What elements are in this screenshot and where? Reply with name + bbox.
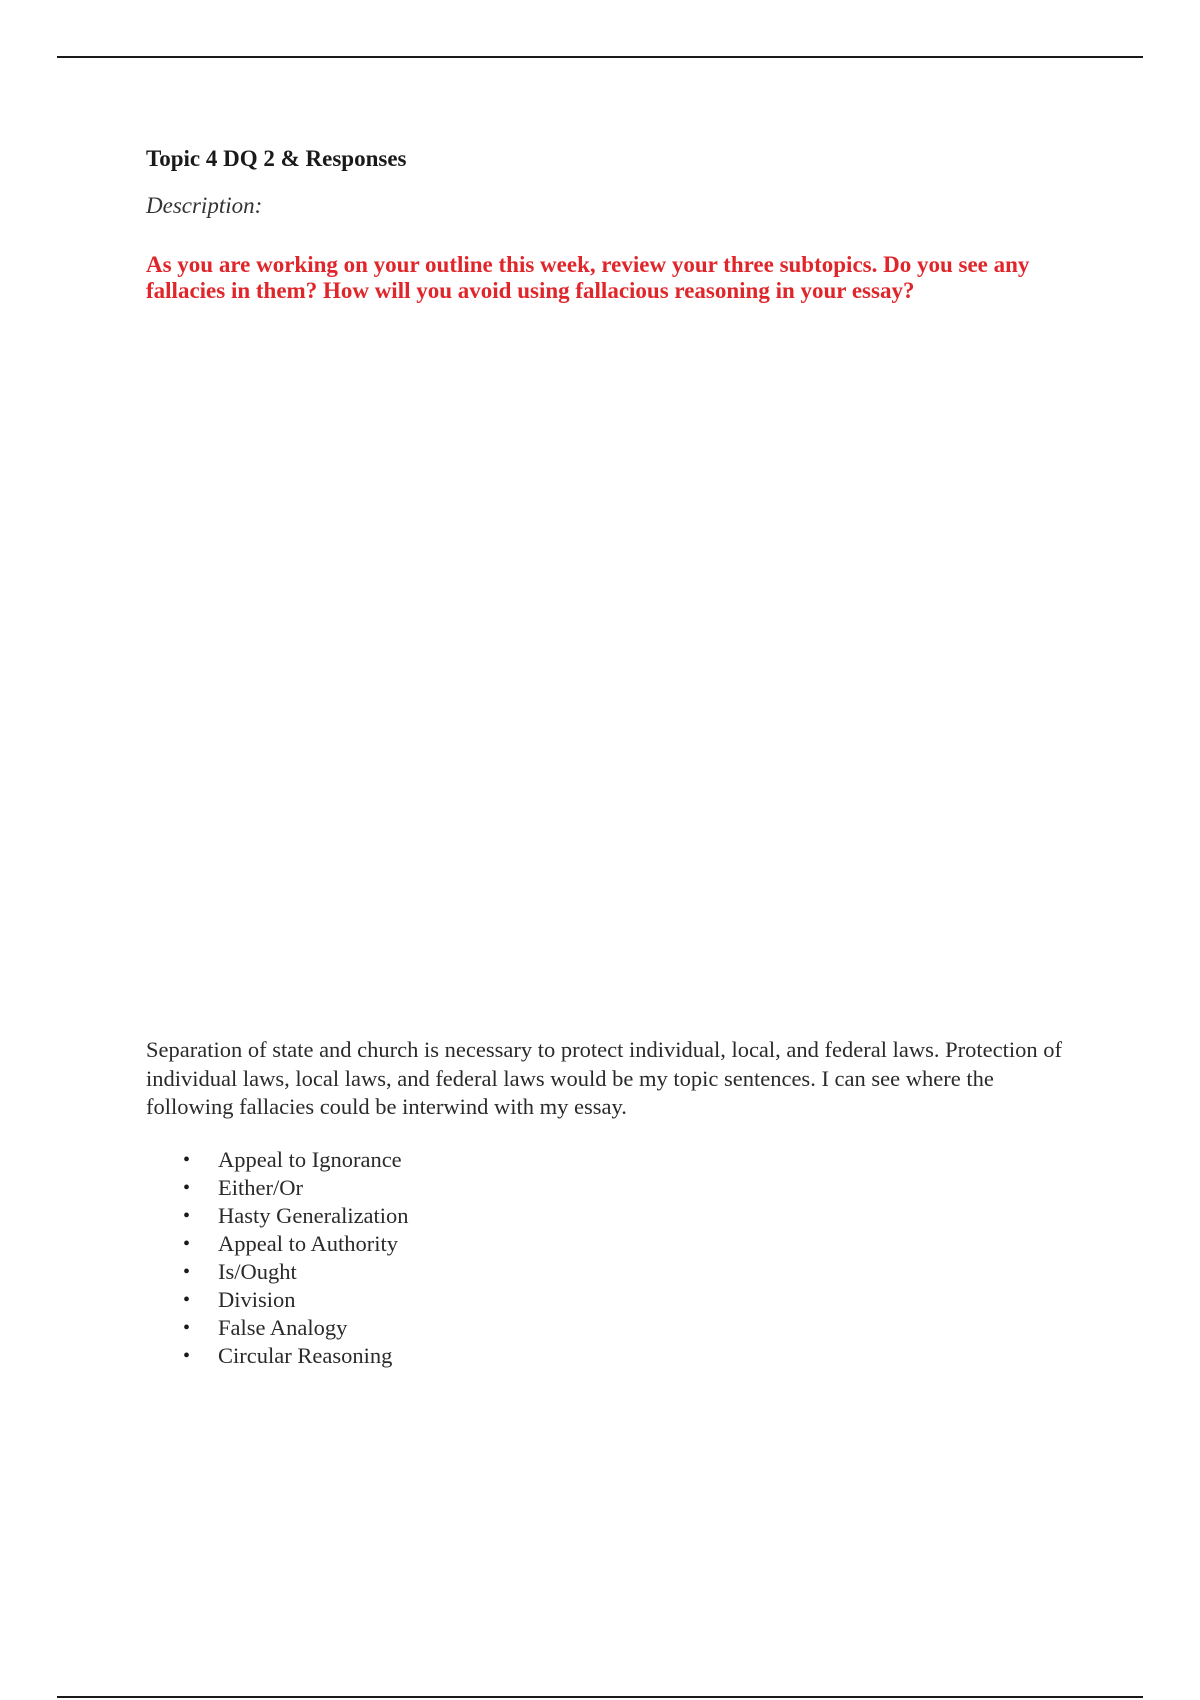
response-paragraph: Separation of state and church is necessary to protect individual, local, and federal laws. Protection of individual laws, local laws, and federal laws would be my topic sentences. I can see where the following fallacies could be interwind with my essay. <box>146 1037 1062 1119</box>
bullet-icon: • <box>183 1345 191 1367</box>
list-item <box>146 1230 409 1258</box>
bottom-rule <box>57 1696 1143 1698</box>
list-item-label: Hasty Generalization <box>218 1203 409 1228</box>
list-item <box>146 1202 409 1230</box>
list-item <box>146 1258 409 1286</box>
list-item <box>146 1314 409 1342</box>
top-rule <box>57 56 1143 58</box>
list-item-label: Either/Or <box>218 1175 303 1200</box>
list-item-label: Division <box>218 1287 296 1312</box>
list-item-label: Appeal to Authority <box>218 1231 398 1256</box>
list-item <box>146 1286 409 1314</box>
page-title: Topic 4 DQ 2 & Responses <box>146 146 407 171</box>
bullet-icon: • <box>183 1233 191 1255</box>
bullet-icon: • <box>183 1205 191 1227</box>
list-item-label: Appeal to Ignorance <box>218 1147 402 1172</box>
bullet-icon: • <box>183 1149 191 1171</box>
fallacy-list <box>146 1146 409 1370</box>
list-item <box>146 1146 409 1174</box>
bullet-icon: • <box>183 1289 191 1311</box>
description-label: Description: <box>146 193 263 218</box>
bullet-icon: • <box>183 1317 191 1339</box>
bullet-icon: • <box>183 1177 191 1199</box>
list-item-label: Is/Ought <box>218 1259 297 1284</box>
list-item <box>146 1174 409 1202</box>
list-item <box>146 1342 409 1370</box>
list-item-label: Circular Reasoning <box>218 1343 393 1368</box>
discussion-prompt: As you are working on your outline this week, review your three subtopics. Do you see any fallacies in them? How will you avoid using fallacious reasoning in your essay? <box>146 252 1030 303</box>
bullet-icon: • <box>183 1261 191 1283</box>
list-item-label: False Analogy <box>218 1315 348 1340</box>
